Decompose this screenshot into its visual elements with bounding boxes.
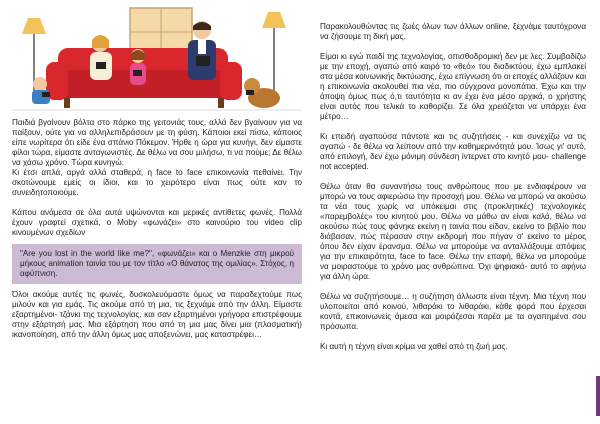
paragraph: Κι έτσι απλά, αργά αλλά σταθερά, η face to face επικοινωνία πεθαίνει. Την σκοτώνουμε εμείς οι ίδιοι, και το χειρότερο είναι πως ούτε καν το συνειδητοποιούμε. (12, 168, 302, 197)
highlight-quote: "Are you lost in the world like me?", «φωνάζει» και ο Menzkie στη μικρού μήκους animation ταινία του με τον τίτλο «Ο θάνατος της ομιλίας». Στόχος, η αφύπνιση. (20, 249, 294, 278)
left-column (12, 4, 302, 340)
family-on-sofa-illustration (12, 4, 302, 114)
paragraph: Παιδιά βγαίνουν βόλτα στο πάρκο της γειτονιάς τους, αλλά δεν βγαίνουν για να παίξουν, ούτε για να αλληλεπιδράσουν με τη φύση. Κάποιοι εκεί πίσω, κάποιος είπε νωρίτερα ότι είδε ένα σπάνιο Πόκεμον. Ήρθε η ώρα για κυνήγι, δεν είμαστε φίλοι τώρα, είμαστε ανταγωνιστές. Δε θέλω να σου μιλήσω, τι να πούμε; Δε θέλω να χάσω χρόνο. Τώρα κυνηγώ. (12, 118, 302, 167)
right-column (320, 22, 586, 362)
paragraph: Κι επειδή αγαπούσα πάντοτε και τις συζητήσεις - και συνεχίζω να τις αγαπώ - δε θέλω να λείπουν από την καθημερινότητά μου. Ίσως γι' αυτό, από επιλογή, δεν έχω μόνιμη σύνδεση ίντερνετ στο κινητό μου- challenge not accepted. (320, 132, 586, 171)
paragraph: Θέλω να συζητήσουμε… η συζήτηση άλλωστε είναι τέχνη. Μια τέχνη που υλοποιείται από κοινού, λιθαράκι το λιθαράκι, κάθε φορά που έρχεσαι κοντά, επικοινωνείς άμεσα και μοιράζεσαι παρέα με τα αγαπημένα σου πρόσωπα. (320, 292, 586, 331)
left-body (12, 118, 302, 238)
page-edge-accent (596, 376, 600, 416)
highlight-quote-box (12, 244, 302, 284)
paragraph: Θέλω όταν θα συναντήσω τους ανθρώπους που με ενδιαφέρουν να μπορώ να τους αφιερώσω την προσοχή μου. Θέλω να μπορώ να ακούσω τα νέα τους χωρίς να υπόκειμαι στις (προκλητικές) τεχνολογικές «παρεμβολές» του κινητού μου. Θέλω να μάθω αν είναι καλά, θέλω να ακούσω πώς τους φάνηκε εκείνη η ταινία που είδαν, εκείνο το βιβλίο που διάβασαν, πώς πέρασαν στην εκδρομή που πήγαν σ' εκείνο το μέρος όπου δεν είχαν έρανσμα. Θέλω να μπορούμε να ανταλλάξουμε απόψεις για την επικαιρότητα, face to face. Θέλω την επαφή, θέλω να μπορούμε να μοιραστούμε το χρόνο μας ανθρώπινα. Όχι ψηφιακά- αυτό το αφήνω για άλλη ώρα. (320, 182, 586, 281)
paragraph: Κάπου ανάμεσα σε όλα αυτά υψώνονται και μερικές αντίθετες φωνές. Πολλά έχουν γραφτεί σχετικά, ο Moby «φωνάζει» στο καινούριο του video clip κινουμένων σχεδίων (12, 208, 302, 237)
paragraph: Όλοι ακούμε αυτές τις φωνές, δυσκολευόμαστε όμως να παραδεχτούμε πως μιλούν και για εμάς. Τις ακούμε από τη μια, τις ξεχνάμε από την άλλη. Είμαστε εξαρτημένοι- τζάνκι της τεχνολογίας, και σαν εξαρτημένοι γρήγορα επιστρέφουμε στην εξάρτησή μας. Μια εξάρτηση που από τη μια μας δίνει μια (πλασματική) ικανοποίηση, από την άλλη όμως μας αποξενώνει, μας καταστρέφει… (12, 290, 302, 339)
paragraph: Παρακολουθώντας τις ζωές όλων των άλλων online, ξεχνάμε ταυτόχρονα να ζήσουμε τη δική μας. (320, 22, 586, 41)
paragraph: Κι αυτή η τέχνη είναι κρίμα να χαθεί από τη ζωή μας. (320, 342, 508, 351)
paragraph: Είμαι κι εγώ παιδί της τεχνολογίας, οπισθοδρομική δεν με λες. Συμβαδίζω με την εποχή, αγαπώ από καιρό το «θεό» του διαδικτύου, έχω εμπλακεί στα μέσα κοινωνικής δικτύωσης, έχω επίγνωση ότι οι εποχές αλλάζουν και η επικοινωνία ακολουθεί πια νέα, πιο σύγχρονα μονοπάτια. Έχω και την άποψη όμως πως ό,τι ταυτότητα κι αν έχει ένα μέσο αρχικά, ο χρήστης είναι αυτός που τελικά το καθορίζει. Σε όλα χρειάζεται να υπάρχει ένα μέτρο… (320, 52, 586, 121)
